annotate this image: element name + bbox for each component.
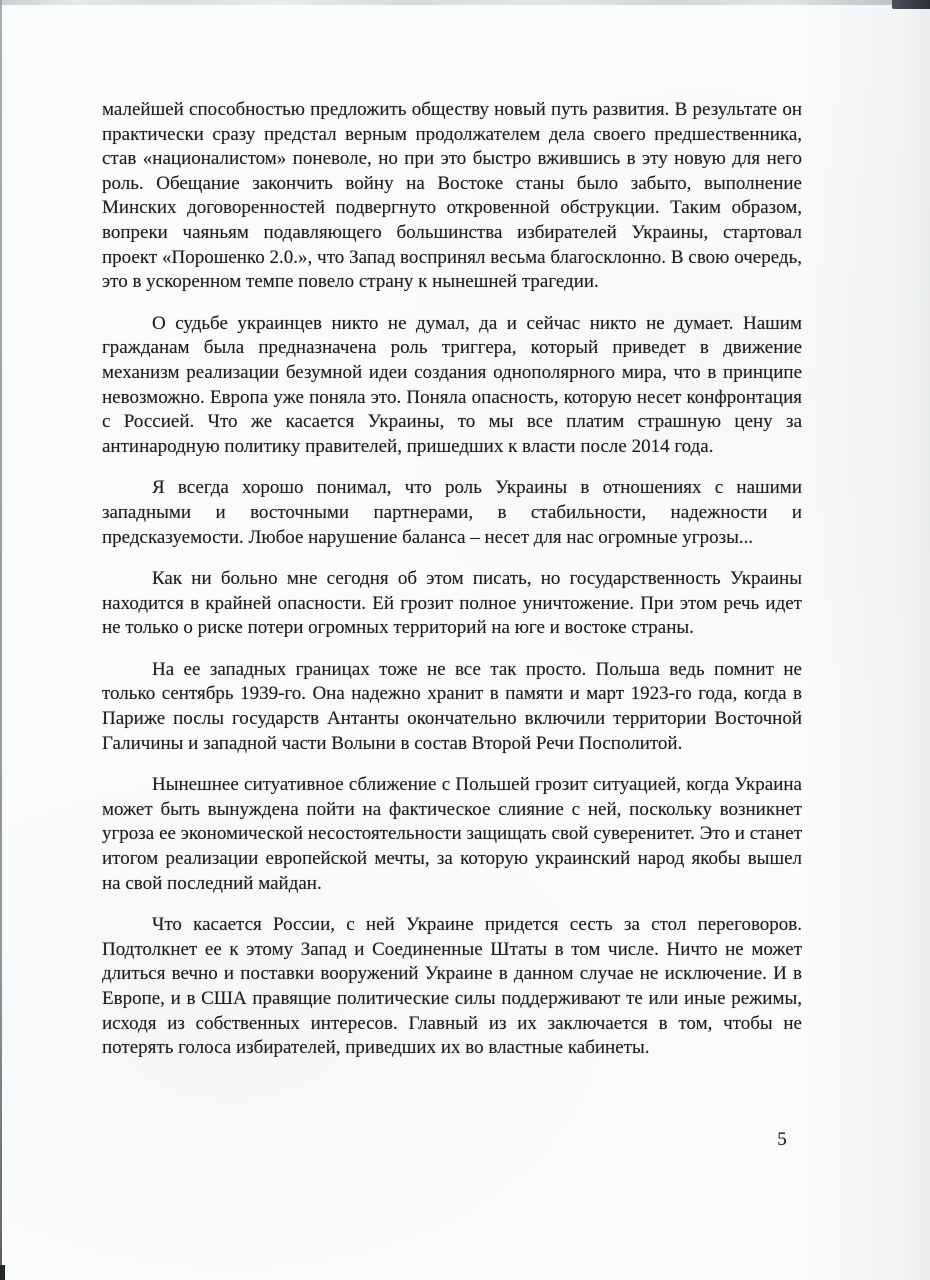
document-body: [102, 98, 802, 1078]
paragraph-7: Что касается России, с ней Украине придется сесть за стол переговоров. Подтолкнет ее к этому Запад и Соединенные Штаты в том числе. Ничто не может длиться вечно и поставки вооружений Украине в данном случае не исключение. И в Европе, и в США правящие политические силы поддерживают те или иные режимы, исходя из собственных интересов. Главный из их заключается в том, чтобы не потерять голоса избирателей, приведших их во властные кабинеты.: [102, 914, 802, 1059]
page-number: 5: [777, 1129, 787, 1150]
scan-artifact-bottom-left-corner: [0, 1265, 5, 1280]
scan-artifact-top-right-corner: [892, 0, 930, 9]
paragraph-2: О судьбе украинцев никто не думал, да и сейчас никто не думает. Нашим гражданам была предназначена роль триггера, который приведет в движение механизм реализации безумной идеи создания однополярного мира, что в принципе невозможно. Европа уже поняла это. Поняла опасность, которую несет конфронтация с Россией. Что же касается Украины, то мы все платим страшную цену за антинародную политику правителей, пришедших к власти после 2014 года.: [102, 312, 802, 457]
scan-artifact-left-edge: [0, 0, 2, 1280]
paragraph-6: Нынешнее ситуативное сближение с Польшей грозит ситуацией, когда Украина может быть вынуждена пойти на фактическое слияние с ней, поскольку возникнет угроза ее экономической несостоятельности защищать свой суверенитет. Это и станет итогом реализации европейской мечты, за которую украинский народ якобы вышел на свой последний майдан.: [102, 774, 802, 894]
paragraph-4: Как ни больно мне сегодня об этом писать, но государственность Украины находится в крайней опасности. Ей грозит полное уничтожение. При этом речь идет не только о риске потери огромных территорий на юге и востоке страны.: [102, 568, 802, 639]
paragraph-3: Я всегда хорошо понимал, что роль Украины в отношениях с нашими западными и восточными партнерами, в стабильности, надежности и предсказуемости. Любое нарушение баланса – несет для нас огромные угрозы...: [102, 477, 802, 548]
paragraph-1: малейшей способностью предложить обществу новый путь развития. В результате он практически сразу предстал верным продолжателем дела своего предшественника, став «националистом» поневоле, но при это быстро вжившись в эту новую для него роль. Обещание закончить войну на Востоке станы было забыто, выполнение Минских договоренностей подвергнуто откровенной обструкции. Таким образом, вопреки чаяньям подавляющего большинства избирателей Украины, стартовал проект «Порошенко 2.0.», что Запад воспринял весьма благосклонно. В свою очередь, это в ускоренном темпе повело страну к нынешней трагедии.: [102, 99, 802, 293]
paragraph-5: На ее западных границах тоже не все так просто. Польша ведь помнит не только сентябрь 1939-го. Она надежно хранит в памяти и март 1923-го года, когда в Париже послы государств Антанты окончательно включили территории Восточной Галичины и западной части Волыни в состав Второй Речи Посполитой.: [102, 658, 802, 754]
scan-artifact-top-edge: [0, 0, 930, 5]
